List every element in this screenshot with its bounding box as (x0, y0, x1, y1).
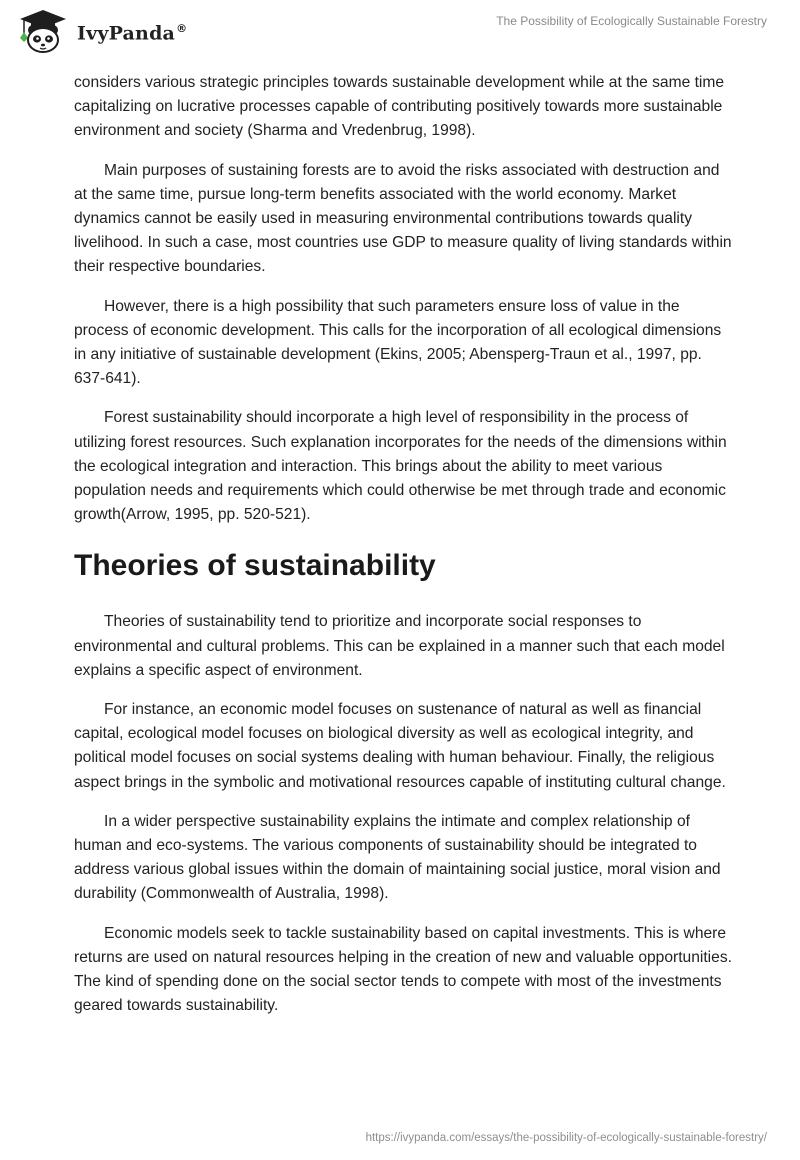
page-header (0, 0, 800, 70)
document-title: The Possibility of Ecologically Sustainable Forestry (496, 14, 767, 28)
paragraph-2: Main purposes of sustaining forests are to avoid the risks associated with destruction and at the same time, pursue long-term benefits associated with the world economy. Market dynamics cannot be easily used in measuring environmental contributions towards quality livelihood. In such a case, most countries use GDP to measure quality of living standards within their respective boundaries. (74, 161, 732, 276)
paragraph-5: Theories of sustainability tend to prioritize and incorporate social responses to environmental and cultural problems. This can be explained in a manner such that each model explains a specific aspect of environment. (74, 613, 725, 679)
essay-body (74, 71, 734, 1034)
panda-graduate-icon (14, 8, 72, 54)
logo-wordmark: IvyPanda® (77, 21, 188, 45)
paragraph-3: However, there is a high possibility that such parameters ensure loss of value in the process of economic development. This calls for the incorporation of all ecological dimensions in any initiative of sustainable development (Ekins, 2005; Abensperg-Traun et al., 1997, pp. 637-641). (74, 297, 722, 388)
paragraph-4: Forest sustainability should incorporate a high level of responsibility in the process of utilizing forest resources. Such explanation incorporates for the needs of the dimensions within the ecological integration and interaction. This brings about the ability to meet various population needs and requirements which could otherwise be met through trade and economic growth(Arrow, 1995, pp. 520-521). (74, 409, 727, 524)
section-heading: Theories of sustainability (74, 549, 436, 583)
ivypanda-logo[interactable] (14, 8, 187, 54)
paragraph-1: considers various strategic principles towards sustainable development while at the same time capitalizing on lucrative processes capable of contributing positively towards more sustainable environment and society (Sharma and Vredenbrug, 1998). (74, 74, 725, 140)
source-url[interactable]: https://ivypanda.com/essays/the-possibility-of-ecologically-sustainable-forestry/ (365, 1132, 767, 1144)
paragraph-6: For instance, an economic model focuses on sustenance of natural as well as financial capital, ecological model focuses on biological diversity as well as ecological integrity, and political model focuses on social systems dealing with human behaviour. Finally, the religious aspect brings in the symbolic and motivational resources capable of instituting cultural change. (74, 701, 726, 791)
paragraph-8: Economic models seek to tackle sustainability based on capital investments. This is where returns are used on natural resources helping in the creation of new and valuable opportunities. The kind of spending done on the social sector tends to compete with most of the investments geared towards sustainability. (74, 924, 732, 1015)
paragraph-7: In a wider perspective sustainability explains the intimate and complex relationship of human and eco-systems. The various components of sustainability should be integrated to address various global issues within the domain of maintaining social justice, moral vision and durability (Commonwealth of Australia, 1998). (74, 812, 721, 903)
